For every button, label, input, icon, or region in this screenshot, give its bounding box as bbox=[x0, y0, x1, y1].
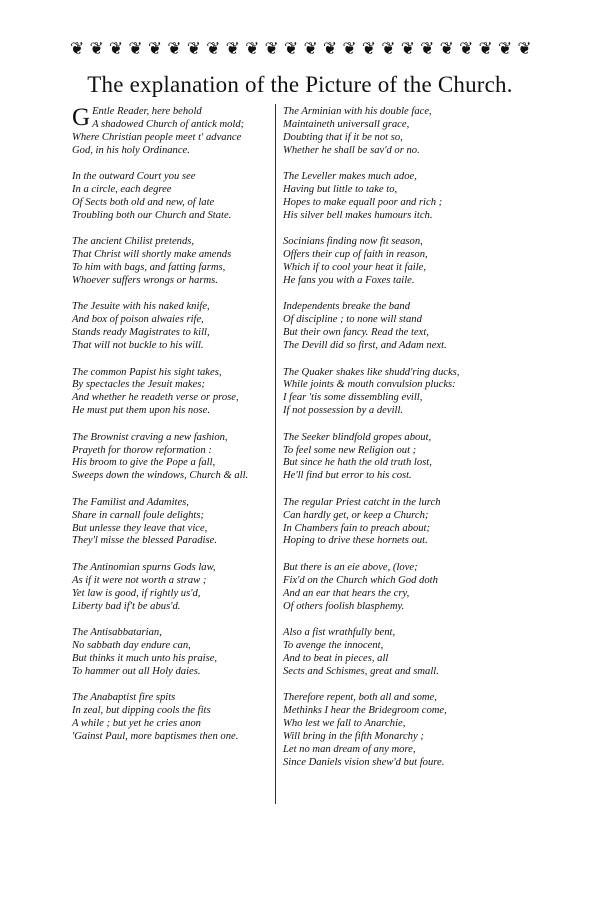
verse-line: Can hardly get, or keep a Church; bbox=[283, 509, 429, 521]
fleuron-icon: ❦ bbox=[167, 39, 182, 58]
verse-line: Liberty bad if't be abus'd. bbox=[72, 600, 181, 612]
fleuron-icon: ❦ bbox=[517, 39, 532, 58]
verse-line: He fans you with a Foxes taile. bbox=[283, 274, 415, 286]
fleuron-icon: ❦ bbox=[400, 39, 415, 58]
verse-line: The Antisabbatarian, bbox=[72, 627, 162, 638]
stanza bbox=[72, 562, 272, 614]
verse-line: To feel some new Religion out ; bbox=[283, 444, 417, 456]
verse-line: His silver bell makes humours itch. bbox=[283, 209, 433, 221]
ornament-border bbox=[70, 36, 532, 62]
stanza bbox=[72, 367, 272, 419]
verse-line: That will not buckle to his will. bbox=[72, 340, 204, 352]
verse-line: Yet law is good, if rightly us'd, bbox=[72, 587, 201, 599]
verse-line: In Chambers fain to preach about; bbox=[283, 522, 431, 534]
stanza bbox=[72, 692, 272, 744]
verse-line: Therefore repent, both all and some, bbox=[283, 692, 437, 704]
verse-line: The ancient Chilist pretends, bbox=[72, 236, 195, 248]
verse-line: A while ; but yet he cries anon bbox=[72, 717, 201, 729]
verse-line: To avenge the innocent, bbox=[283, 639, 384, 651]
stanza bbox=[72, 106, 272, 158]
verse-line: Will bring in the fifth Monarchy ; bbox=[283, 730, 424, 742]
verse-line: In a circle, each degree bbox=[72, 184, 172, 196]
verse-line: Socinians finding now fit season, bbox=[283, 236, 423, 248]
verse-line: Stands ready Magistrates to kill, bbox=[72, 327, 210, 339]
verse-line: Who lest we fall to Anarchie, bbox=[283, 717, 406, 729]
fleuron-icon: ❦ bbox=[420, 39, 435, 58]
verse-line: The Leveller makes much adoe, bbox=[283, 171, 417, 183]
verse-line: As if it were not worth a straw ; bbox=[72, 574, 207, 586]
verse-line: The Arminian with his double face, bbox=[283, 106, 432, 117]
verse-line: Prayeth for thorow reformation : bbox=[72, 444, 212, 456]
fleuron-icon: ❦ bbox=[342, 39, 357, 58]
verse-line: Hopes to make equall poor and rich ; bbox=[283, 196, 443, 208]
verse-line: But there is an eie above, (love; bbox=[283, 561, 418, 573]
fleuron-icon: ❦ bbox=[128, 39, 143, 58]
stanza bbox=[283, 106, 488, 158]
verse-line: The Devill did so first, and Adam next. bbox=[283, 340, 447, 352]
verse-line: Whether he shall be sav'd or no. bbox=[283, 144, 420, 156]
verse-line: Of Sects both old and new, of late bbox=[72, 196, 215, 208]
fleuron-icon: ❦ bbox=[283, 39, 299, 58]
stanza bbox=[283, 497, 488, 549]
fleuron-icon: ❦ bbox=[361, 39, 377, 58]
verse-line: He must put them upon his nose. bbox=[72, 405, 211, 417]
fleuron-icon: ❦ bbox=[186, 39, 201, 58]
left-column bbox=[72, 106, 272, 757]
verse-line: He'll find but error to his cost. bbox=[283, 470, 412, 482]
verse-line: I fear 'tis some dissembling evill, bbox=[283, 392, 423, 404]
verse-line: The Anabaptist fire spits bbox=[72, 692, 176, 704]
verse-line: G Entle Reader, here behold bbox=[72, 104, 202, 131]
verse-line: To hammer out all Holy daies. bbox=[72, 665, 201, 677]
fleuron-icon: ❦ bbox=[478, 39, 493, 58]
verse-line: His broom to give the Pope a fall, bbox=[72, 457, 216, 469]
stanza bbox=[72, 171, 272, 223]
fleuron-icon: ❦ bbox=[147, 39, 163, 58]
verse-line: The Familist and Adamites, bbox=[72, 496, 189, 508]
verse-line: Whoever suffers wrongs or harms. bbox=[72, 274, 218, 286]
fleuron-icon: ❦ bbox=[303, 39, 318, 58]
fleuron-icon: ❦ bbox=[439, 39, 454, 58]
verse-line: Which if to cool your heat it faile, bbox=[283, 262, 426, 274]
verse-line: Having but little to take to, bbox=[283, 184, 398, 196]
verse-line: In zeal, but dipping cools the fits bbox=[72, 705, 211, 717]
verse-line: Doubting that if it be not so, bbox=[283, 131, 403, 143]
fleuron-icon: ❦ bbox=[459, 39, 474, 58]
verse-line: The Brownist craving a new fashion, bbox=[72, 431, 228, 443]
verse-line: Of discipline ; to none will stand bbox=[283, 314, 422, 326]
verse-line: Hoping to drive these hornets out. bbox=[283, 535, 428, 547]
verse-line: Since Daniels vision shew'd but foure. bbox=[283, 756, 445, 768]
verse-line: Fix'd on the Church which God doth bbox=[283, 574, 438, 586]
stanza bbox=[283, 432, 488, 484]
stanza bbox=[283, 301, 488, 353]
verse-line: The regular Priest catcht in the lurch bbox=[283, 496, 441, 508]
drop-cap: G bbox=[72, 104, 91, 131]
verse-line: And whether he readeth verse or prose, bbox=[72, 392, 239, 404]
verse-line: And box of poison alwaies rife, bbox=[72, 314, 204, 326]
verse-line: Where Christian people meet t' advance bbox=[72, 131, 242, 143]
verse-line: The Jesuite with his naked knife, bbox=[72, 301, 210, 313]
verse-line: But since he hath the old truth lost, bbox=[283, 457, 432, 469]
verse-line: Share in carnall foule delights; bbox=[72, 509, 205, 521]
column-divider bbox=[275, 104, 276, 804]
verse-line: Let no man dream of any more, bbox=[283, 743, 416, 755]
stanza bbox=[72, 627, 272, 679]
right-column bbox=[283, 106, 488, 783]
fleuron-icon: ❦ bbox=[108, 39, 124, 58]
stanza bbox=[283, 367, 488, 419]
verse-line: 'Gainst Paul, more baptismes then one. bbox=[72, 730, 239, 742]
verse-line: Also a fist wrathfully bent, bbox=[283, 627, 396, 638]
verse-line: And an ear that hears the cry, bbox=[283, 587, 410, 599]
verse-line: Troubling both our Church and State. bbox=[72, 209, 232, 221]
verse-line: But unlesse they leave that vice, bbox=[72, 522, 208, 534]
verse-line: Methinks I hear the Bridegroom come, bbox=[283, 705, 447, 717]
verse-line: But thinks it much unto his praise, bbox=[72, 652, 218, 664]
verse-line: A shadowed Church of antick mold; bbox=[92, 118, 245, 130]
fleuron-icon: ❦ bbox=[497, 39, 513, 58]
stanza bbox=[72, 301, 272, 353]
verse-line: They'l misse the blessed Paradise. bbox=[72, 535, 217, 547]
stanza bbox=[72, 432, 272, 484]
stanza bbox=[283, 236, 488, 288]
verse-line: The common Papist his sight takes, bbox=[72, 366, 222, 378]
fleuron-icon: ❦ bbox=[264, 39, 279, 58]
verse-line: Sweeps down the windows, Church & all. bbox=[72, 470, 249, 482]
verse-line: No sabbath day endure can, bbox=[72, 639, 191, 651]
stanza bbox=[72, 236, 272, 288]
fleuron-icon: ❦ bbox=[225, 39, 240, 58]
fleuron-icon: ❦ bbox=[322, 39, 338, 58]
verse-line: Of others foolish blasphemy. bbox=[283, 600, 405, 612]
verse-line: Independents breake the band bbox=[283, 301, 410, 313]
verse-line: But their own fancy. Read the text, bbox=[283, 327, 429, 339]
stanza bbox=[283, 692, 488, 769]
verse-line: While joints & mouth convulsion plucks: bbox=[283, 379, 456, 391]
fleuron-icon: ❦ bbox=[70, 39, 85, 58]
fleuron-icon: ❦ bbox=[381, 39, 396, 58]
verse-line: The Quaker shakes like shudd'ring ducks, bbox=[283, 366, 460, 378]
verse-line: Maintaineth universall grace, bbox=[283, 118, 410, 130]
stanza bbox=[283, 627, 488, 679]
stanza bbox=[283, 171, 488, 223]
stanza bbox=[283, 562, 488, 614]
verse-line: God, in his holy Ordinance. bbox=[72, 144, 190, 156]
verse-line: And to beat in pieces, all bbox=[283, 652, 389, 664]
fleuron-icon: ❦ bbox=[206, 39, 221, 58]
verse-line: If not possession by a devill. bbox=[283, 405, 404, 417]
stanza bbox=[72, 497, 272, 549]
verse-line: To him with bags, and fatting farms, bbox=[72, 262, 226, 274]
verse-line: The Antinomian spurns Gods law, bbox=[72, 561, 216, 573]
page-title: The explanation of the Picture of the Church. bbox=[87, 72, 513, 97]
verse-line: That Christ will shortly make amends bbox=[72, 249, 232, 261]
verse-line: Offers their cup of faith in reason, bbox=[283, 249, 428, 261]
verse-line: The Seeker blindfold gropes about, bbox=[283, 431, 432, 443]
verse-line: Sects and Schismes, great and small. bbox=[283, 665, 439, 677]
verse-line: In the outward Court you see bbox=[72, 171, 196, 183]
fleuron-icon: ❦ bbox=[89, 39, 104, 58]
fleuron-icon: ❦ bbox=[245, 39, 260, 58]
verse-line: By spectacles the Jesuit makes; bbox=[72, 379, 205, 391]
